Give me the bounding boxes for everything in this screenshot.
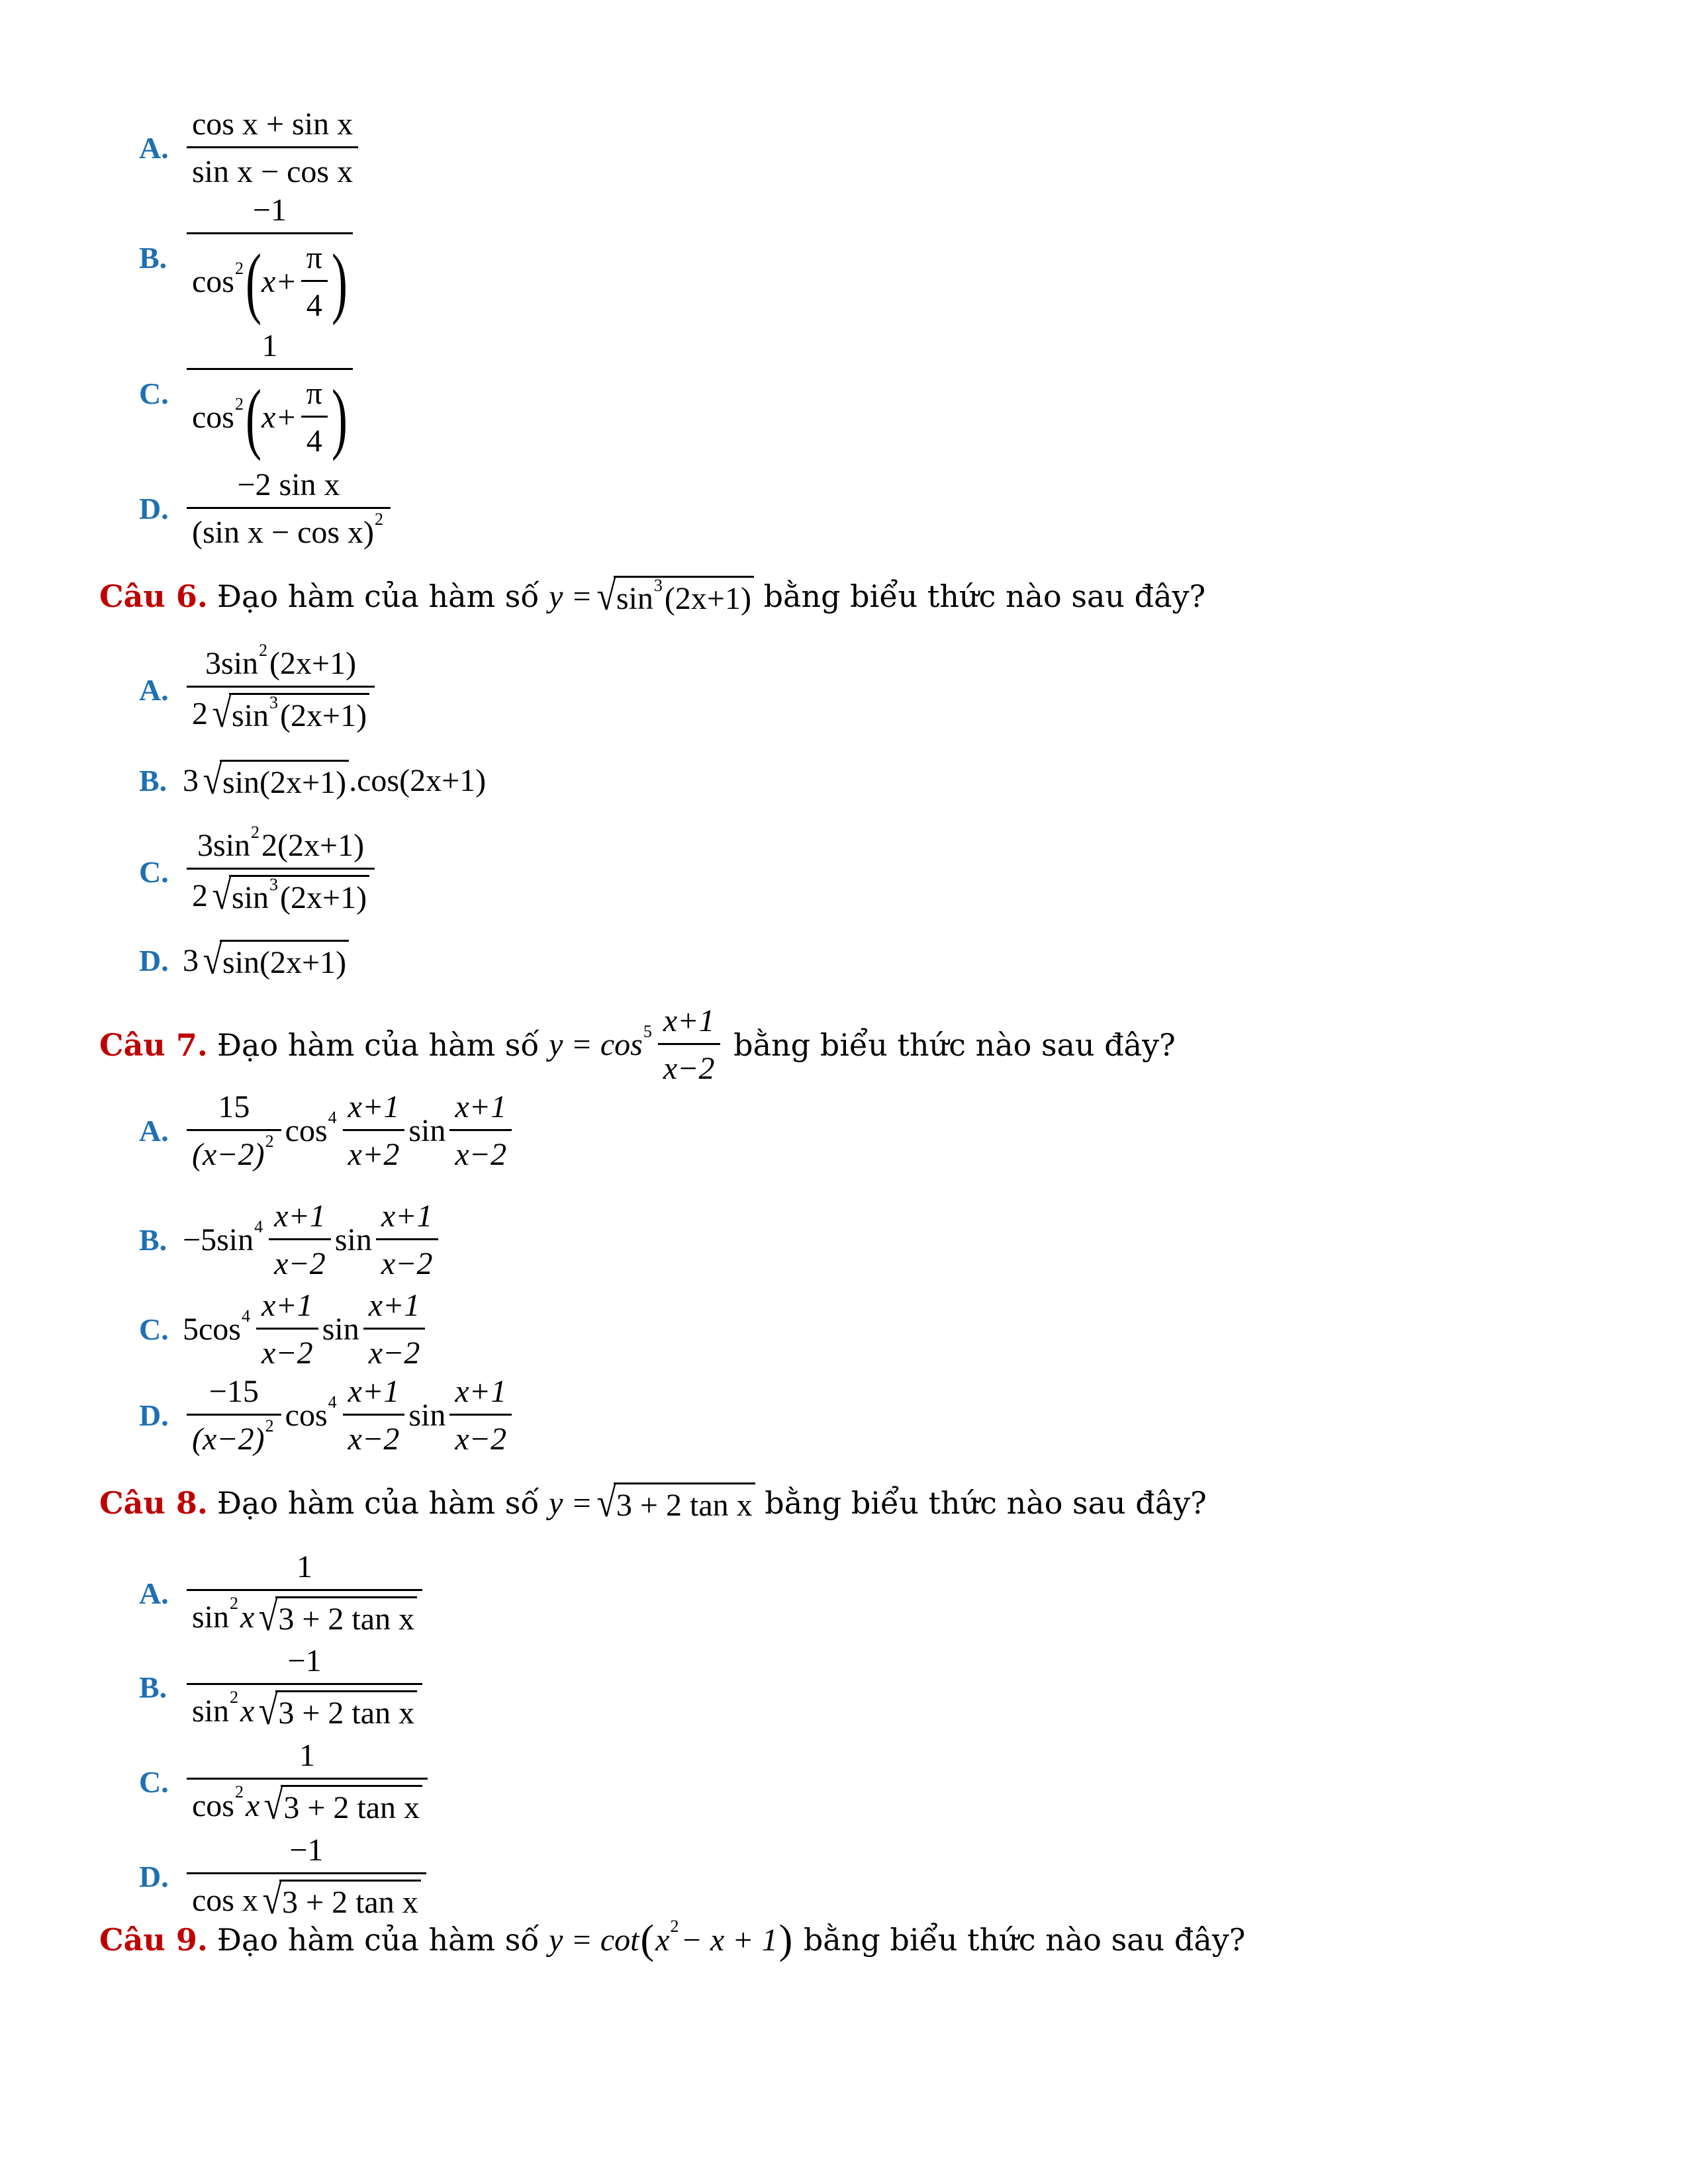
option-letter: A.	[139, 672, 169, 707]
option-letter: D.	[139, 492, 169, 525]
q6-option-d[interactable]: D. 3 √ sin(2x+1)	[139, 940, 349, 981]
question-6: Câu 6. Đạo hàm của hàm số y = √ sin 3 (2x+1) bằng biểu thức nào sau đây?	[99, 574, 1206, 619]
question-label: Câu 6.	[99, 578, 208, 614]
option-letter: B.	[139, 1670, 167, 1704]
question-formula: y = cos 5 $\frac{x+1}{x-2}$	[549, 1003, 724, 1087]
question-label: Câu 8.	[99, 1485, 208, 1521]
q8-option-c[interactable]	[139, 1737, 432, 1826]
option-letter: D.	[139, 943, 169, 978]
q6-option-c[interactable]	[139, 822, 379, 918]
q8-option-d[interactable]	[139, 1832, 430, 1921]
option-letter: C.	[139, 854, 169, 889]
fraction: −1 cos 2 ( x+ $\frac{\pi}{4}$ )	[187, 192, 353, 324]
prev-option-d[interactable]	[139, 467, 395, 551]
question-label: Câu 7.	[99, 1026, 208, 1063]
option-letter: D.	[139, 1398, 169, 1432]
option-letter: A.	[139, 1576, 169, 1610]
prev-option-c[interactable]	[139, 328, 357, 459]
question-label: Câu 9.	[99, 1922, 208, 1958]
fraction: 1 cos 2 ( x+ $\frac{\pi}{4}$ )	[187, 328, 353, 459]
option-letter: D.	[139, 1859, 169, 1893]
fraction: 1 sin 2 x √ 3 + 2 tan x	[187, 1549, 422, 1637]
option-letter: C.	[139, 377, 169, 410]
question-7: Câu 7. Đạo hàm của hàm số y = cos 5 $\frac{x+1}{x-2}$ bằng biểu thức nào sau đây?	[99, 1003, 1176, 1086]
option-letter: A.	[139, 131, 169, 165]
fraction: −1 cos x √ 3 + 2 tan x	[187, 1832, 426, 1921]
fraction: 3sin 2 (2x+1) 2 √ sin 3 (2x+1)	[187, 645, 375, 734]
q7-option-c[interactable]: C. 5cos 4 $\frac{x+1}{x-2}$ sin $\frac{x+1}{x-2}$	[139, 1287, 429, 1371]
question-formula: y = √ 3 + 2 tan x	[549, 1482, 755, 1524]
prev-option-b[interactable]	[139, 192, 357, 324]
question-formula: y = √ sin 3 (2x+1)	[549, 576, 754, 617]
option-letter: C.	[139, 1312, 169, 1346]
fraction: 1 cos 2 x √ 3 + 2 tan x	[187, 1737, 428, 1826]
fraction: 3sin 2 2(2x+1) 2 √ sin 3 (2x+1)	[187, 827, 375, 916]
fraction: $\frac{\text{cos x + sin x}}{\text{sin x − cos x}}$	[187, 106, 358, 190]
option-letter: B.	[139, 241, 167, 275]
fraction: −1 sin 2 x √ 3 + 2 tan x	[187, 1643, 422, 1731]
option-letter: C.	[139, 1764, 169, 1799]
q8-option-b[interactable]	[139, 1643, 426, 1731]
q6-option-a[interactable]	[139, 640, 379, 736]
question-8: Câu 8. Đạo hàm của hàm số y = √ 3 + 2 tan x bằng biểu thức nào sau đây?	[99, 1480, 1207, 1525]
q8-option-a[interactable]	[139, 1549, 426, 1637]
question-formula: y = cot ( x 2 − x + 1 )	[549, 1917, 793, 1962]
prev-option-a[interactable]	[139, 106, 362, 190]
q7-option-b[interactable]: B. −5sin 4 $\frac{x+1}{x-2}$ sin $\frac{x+1}{x-2}$	[139, 1198, 442, 1282]
q7-option-d[interactable]: D. −15 (x−2) 2 cos 4 $\frac{x+1}{x-2}$ sin $\frac{x+1}{x-2}$	[139, 1373, 516, 1457]
q7-option-a[interactable]: A. 15 (x−2) 2 cos 4 $\frac{x+1}{x+2}$ sin $\frac{x+1}{x-2}$	[139, 1089, 516, 1173]
option-letter: A.	[139, 1114, 169, 1148]
option-letter: B.	[139, 763, 167, 797]
option-letter: B.	[139, 1223, 167, 1257]
q6-option-b[interactable]: B. 3 √ sin(2x+1) .cos(2x+1)	[139, 758, 487, 803]
question-9: Câu 9. Đạo hàm của hàm số y = cot ( x 2 − x + 1 ) bằng biểu thức nào sau đây?	[99, 1917, 1246, 1962]
fraction: −2 sin x (sin x − cos x) 2	[187, 467, 391, 551]
